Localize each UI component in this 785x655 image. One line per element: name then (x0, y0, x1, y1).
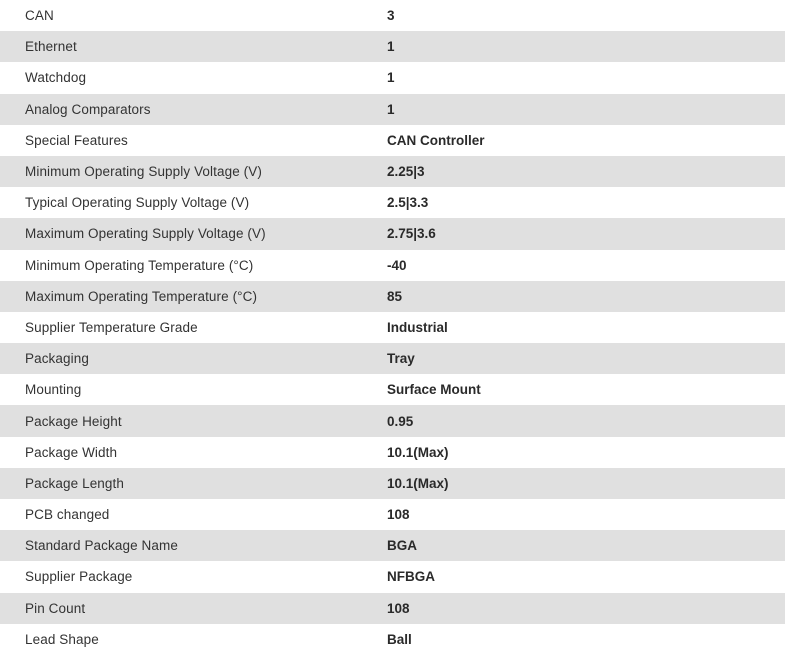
spec-row-standard-package-name (0, 530, 785, 561)
spec-value: 2.5|3.3 (387, 195, 429, 211)
spec-value: 10.1(Max) (387, 444, 449, 460)
spec-label: Special Features (25, 132, 128, 148)
spec-label: Package Width (25, 444, 118, 460)
spec-label: Watchdog (25, 70, 87, 86)
spec-value: CAN Controller (387, 132, 485, 148)
spec-value: 2.25|3 (387, 164, 425, 180)
spec-value: 2.75|3.6 (387, 226, 436, 242)
spec-label: Standard Package Name (25, 538, 178, 554)
spec-label: Lead Shape (25, 631, 99, 647)
spec-row-package-height (0, 405, 785, 436)
spec-label: CAN (25, 8, 54, 24)
spec-row-supplier-package (0, 561, 785, 592)
spec-row-lead-shape (0, 624, 785, 655)
spec-row-analog-comparators (0, 94, 785, 125)
spec-row-min-operating-temperature (0, 250, 785, 281)
spec-row-ethernet (0, 31, 785, 62)
spec-value: 1 (387, 101, 395, 117)
spec-value: 3 (387, 8, 395, 24)
spec-value: -40 (387, 257, 407, 273)
spec-label: Maximum Operating Supply Voltage (V) (25, 226, 266, 242)
spec-value: 1 (387, 70, 395, 86)
spec-value: 108 (387, 507, 410, 523)
spec-label: Package Height (25, 413, 122, 429)
spec-value: 10.1(Max) (387, 475, 449, 491)
spec-label: Pin Count (25, 600, 86, 616)
spec-value: NFBGA (387, 569, 435, 585)
spec-row-can (0, 0, 785, 31)
spec-label: Minimum Operating Supply Voltage (V) (25, 164, 262, 180)
spec-value: BGA (387, 538, 417, 554)
spec-row-pcb-changed (0, 499, 785, 530)
spec-value: Surface Mount (387, 382, 481, 398)
spec-label: PCB changed (25, 507, 110, 523)
spec-label: Analog Comparators (25, 101, 151, 117)
spec-row-package-length (0, 468, 785, 499)
spec-label: Minimum Operating Temperature (°C) (25, 257, 254, 273)
spec-row-special-features (0, 125, 785, 156)
spec-value: Tray (387, 351, 415, 367)
spec-row-max-supply-voltage (0, 218, 785, 249)
spec-label: Mounting (25, 382, 82, 398)
spec-label: Package Length (25, 475, 124, 491)
spec-value: Ball (387, 631, 412, 647)
spec-value: 0.95 (387, 413, 414, 429)
spec-row-pin-count (0, 593, 785, 624)
spec-value: 108 (387, 600, 410, 616)
spec-label: Packaging (25, 351, 89, 367)
spec-value: Industrial (387, 319, 448, 335)
spec-row-mounting (0, 374, 785, 405)
spec-row-supplier-temperature-grade (0, 312, 785, 343)
spec-label: Typical Operating Supply Voltage (V) (25, 195, 250, 211)
spec-label: Supplier Temperature Grade (25, 319, 198, 335)
spec-label: Maximum Operating Temperature (°C) (25, 288, 258, 304)
spec-label: Ethernet (25, 39, 77, 55)
spec-value: 85 (387, 288, 403, 304)
spec-value: 1 (387, 39, 395, 55)
spec-row-packaging (0, 343, 785, 374)
spec-row-max-operating-temperature (0, 281, 785, 312)
spec-row-watchdog (0, 62, 785, 93)
spec-row-typical-supply-voltage (0, 187, 785, 218)
spec-row-min-supply-voltage (0, 156, 785, 187)
spec-row-package-width (0, 437, 785, 468)
spec-label: Supplier Package (25, 569, 133, 585)
